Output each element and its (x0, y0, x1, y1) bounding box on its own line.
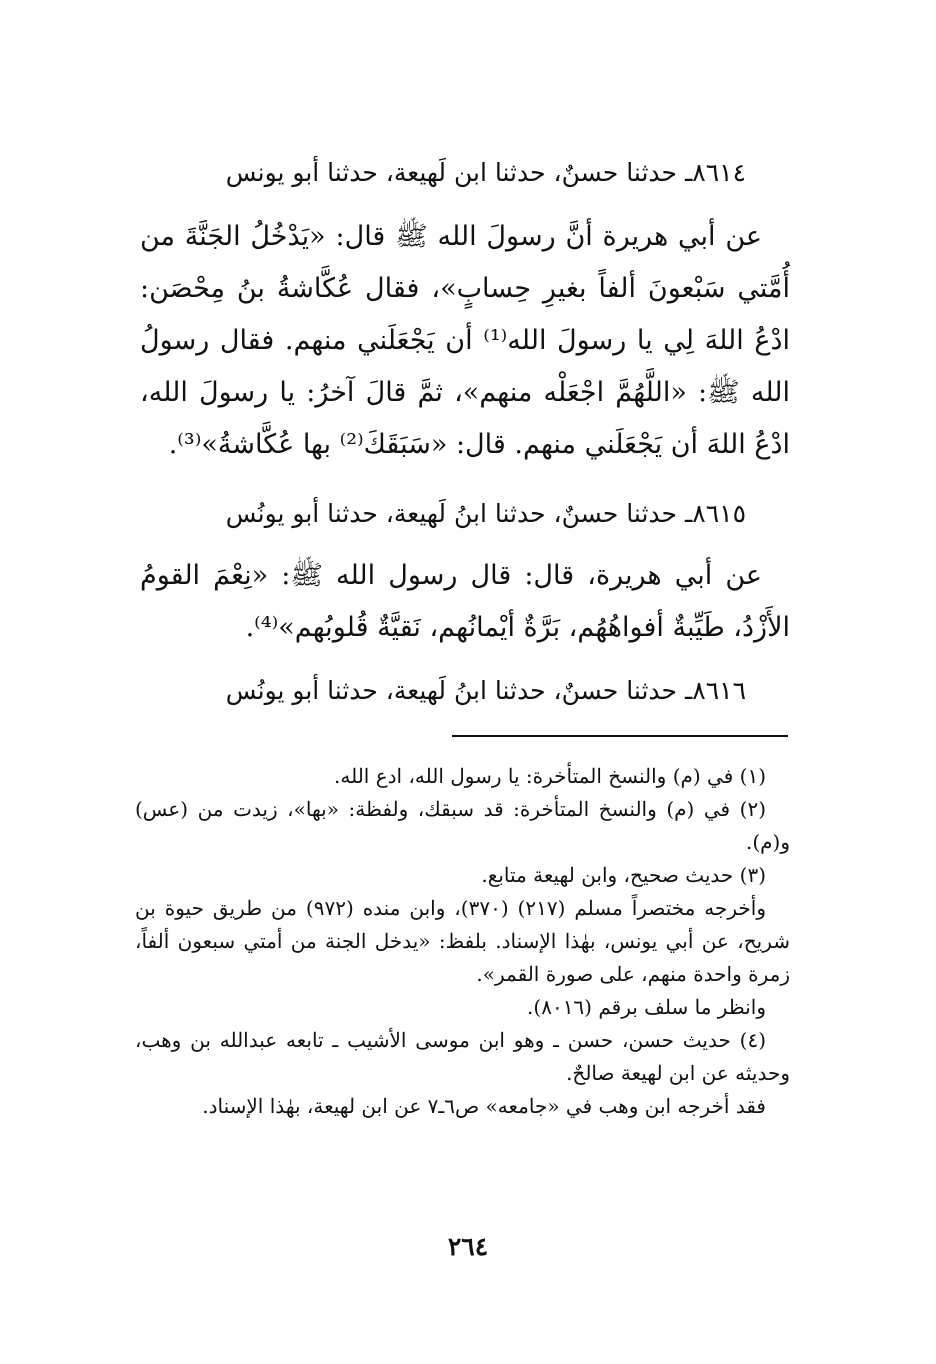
hadith-8614-text (140, 211, 790, 471)
footnote-1: (١) في (م) والنسخ المتأخرة: يا رسول الله، ادع الله. (334, 764, 766, 788)
hadith-8615-matn: عن أبي هريرة، قال: قال رسول الله ﷺ: «نِعْمَ القومُ الأَزْدُ، طَيِّبةٌ أفواهُهُم، بَرَّةٌ أيْمانُهم، نَقيَّةٌ قُلوبُهم»⁽⁴⁾. (140, 560, 790, 643)
footnote-3-takhrij: وأخرجه مختصراً مسلم (٢١٧) (٣٧٠)، وابن منده (٩٧٢) من طريق حيوة بن شريح، عن أبي يونس، بهٰذا الإسناد. بلفظ: «يدخل الجنة من أمتي سبعون ألفاً، زمرة واحدة منهم، على صورة القمر». (135, 896, 790, 986)
footnote-3-see-also: وانظر ما سلف برقم (٨٠١٦). (527, 995, 766, 1019)
footnote-3: (٣) حديث صحيح، وابن لهيعة متابع. (481, 863, 766, 887)
page-number: ٢٦٤ (447, 1232, 489, 1261)
footnote-separator (452, 735, 788, 737)
footnote-4: (٤) حديث حسن، حسن ـ وهو ابن موسى الأشيب ـ تابعه عبدالله بن وهب، وحديثه عن ابن لهيعة صالحٌ. (135, 1028, 790, 1085)
hadith-8615-isnad: ٨٦١٥ـ حدثنا حسنٌ، حدثنا ابنُ لَهيعة، حدثنا أبو يونُس (225, 499, 746, 528)
hadith-8616-isnad: ٨٦١٦ـ حدثنا حسنٌ، حدثنا ابنُ لَهيعة، حدثنا أبو يونُس (225, 676, 746, 705)
hadith-8614-isnad: ٨٦١٤ـ حدثنا حسنٌ، حدثنا ابن لَهيعة، حدثنا أبو يونس (225, 158, 746, 187)
hadith-8615-text (140, 550, 790, 654)
hadith-8614-matn: عن أبي هريرة أنَّ رسولَ الله ﷺ قال: «يَدْخُلُ الجَنَّةَ من أُمَّتي سَبْعونَ ألفاً بغيرِ حِسابٍ»، فقال عُكَّاشةُ بنُ مِحْصَن: ادْعُ اللهَ لِي يا رسولَ الله⁽¹⁾ أن يَجْعَلَني منهم. فقال رسولُ الله ﷺ: «اللَّهُمَّ اجْعَلْه منهم»، ثمَّ قالَ آخرُ: يا رسولَ الله، ادْعُ اللهَ أن يَجْعَلَني منهم. قال: «سَبَقَكَ⁽²⁾ بها عُكَّاشةُ»⁽³⁾. (140, 221, 790, 460)
footnote-2: (٢) في (م) والنسخ المتأخرة: قد سبقك، ولفظة: «بها»، زيدت من (عس) و(م). (135, 797, 790, 854)
footnote-4-takhrij: فقد أخرجه ابن وهب في «جامعه» ص٦ـ٧ عن ابن لهيعة، بهٰذا الإسناد. (202, 1094, 766, 1118)
footnotes (135, 760, 790, 1123)
